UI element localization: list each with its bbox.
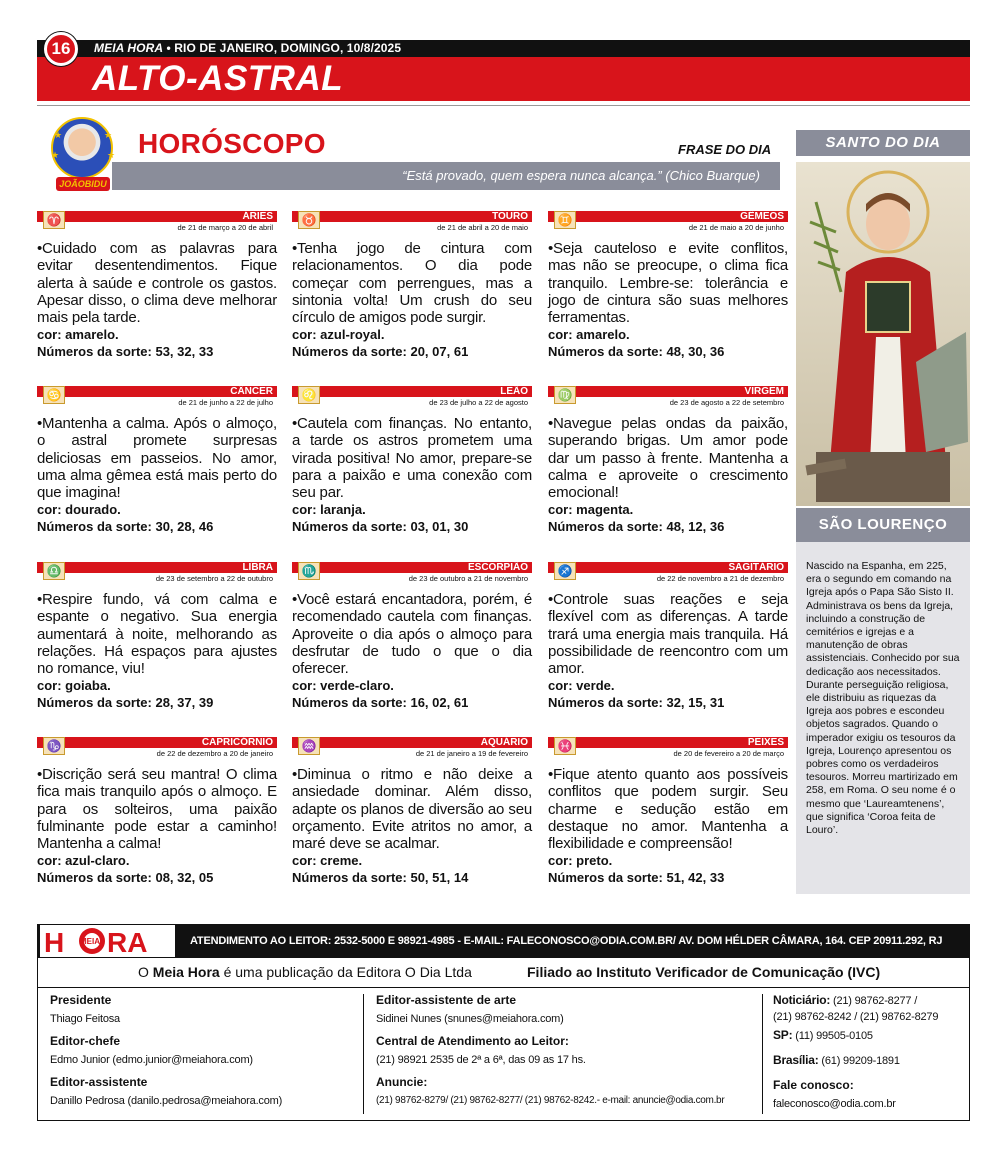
sign-dates: de 23 de agosto a 22 de setembro (669, 398, 784, 407)
sign-dates: de 23 de setembro a 22 de outubro (155, 574, 273, 583)
sign-card-aries (37, 211, 277, 361)
sign-name: AQUÁRIO (480, 737, 528, 748)
sign-forecast: •Fique atento quanto aos possíveis conflitos que podem surgir. Seu charme e sedução estão em destaque no amor. Mantenha a flexibilidade e compreensão! (548, 766, 788, 853)
dateline-brand: MEIA HORA (94, 41, 164, 55)
staff-column-2 (376, 993, 724, 1116)
dateline (94, 41, 401, 55)
sign-header (292, 737, 532, 748)
sign-forecast: •Controle suas reações e seja flexível com as diferenças. A tarde trará uma energia mais tranquila. Há possibilidade de reencontro com um amor. (548, 591, 788, 678)
sign-card-aquarius (292, 737, 532, 887)
dateline-date: • RIO DE JANEIRO, DOMINGO, 10/8/2025 (163, 41, 402, 55)
virgo-icon: ♍ (554, 386, 576, 404)
sign-forecast: •Tenha jogo de cintura com relacionamentos. O dia pode começar com perrengues, mas a sintonia volta! Um crush do seu círculo de amigos pode surgir. (292, 240, 532, 327)
logo-letters-ra: RA (107, 927, 148, 957)
star-icon: ★ (54, 130, 63, 140)
astrologer-photo (51, 117, 116, 179)
sign-color: cor: creme. (292, 853, 363, 869)
logo-letter-h: H (44, 927, 65, 957)
sign-card-leo (292, 386, 532, 536)
brasilia-phone: (61) 99209-1891 (818, 1055, 900, 1067)
sign-dates: de 21 de janeiro a 19 de fevereiro (415, 749, 528, 758)
sign-card-cancer (37, 386, 277, 536)
noticiario-phone: (21) 98762-8277 / (830, 995, 918, 1007)
sign-name: VIRGEM (744, 386, 784, 397)
saint-illustration (796, 162, 970, 506)
sp-phone: (11) 99505-0105 (792, 1030, 873, 1042)
sign-name: ESCORPIÃO (467, 562, 528, 573)
leo-icon: ♌ (298, 386, 320, 404)
sign-dates: de 21 de março a 20 de abril (177, 223, 273, 232)
logo-meia: MEIA (80, 937, 100, 946)
divider (37, 105, 970, 106)
sign-forecast: •Cautela com finanças. No entanto, a tarde os astros prometem uma virada positiva! No amor, prepare-se para a paixão e uma conexão com seu par. (292, 415, 532, 502)
pisces-icon: ♓ (554, 737, 576, 755)
sign-header (548, 386, 788, 397)
sign-name: LIBRA (242, 562, 273, 573)
gemini-icon: ♊ (554, 211, 576, 229)
column-divider (762, 994, 763, 1114)
staff-column-3 (773, 993, 938, 1119)
sign-card-gemini (548, 211, 788, 361)
sign-card-taurus (292, 211, 532, 361)
sign-color: cor: verde-claro. (292, 678, 394, 694)
sign-lucky-numbers: Números da sorte: 16, 02, 61 (292, 695, 469, 711)
staff-label: Editor-assistente (50, 1075, 148, 1089)
fale-conosco-label: Fale conosco: (773, 1078, 854, 1092)
sign-card-sagittarius (548, 562, 788, 712)
sign-color: cor: amarelo. (37, 327, 119, 343)
sign-dates: de 22 de novembro a 21 de dezembro (656, 574, 784, 583)
sign-header (37, 737, 277, 748)
noticiario-label: Noticiário: (773, 993, 831, 1007)
sign-name: CAPRICÓRNIO (201, 737, 273, 748)
sign-header (548, 737, 788, 748)
staff-label: Editor-assistente de arte (376, 993, 517, 1007)
horoscope-title: HORÓSCOPO (138, 128, 326, 159)
sign-dates: de 23 de outubro a 21 de novembro (408, 574, 528, 583)
libra-icon: ♎ (43, 562, 65, 580)
sign-dates: de 23 de julho a 22 de agosto (429, 398, 528, 407)
ivc-affiliation: Filiado ao Instituto Verificador de Comunicação (IVC) (527, 964, 881, 980)
publisher-brand: Meia Hora (152, 964, 220, 980)
staff-value: Danillo Pedrosa (danilo.pedrosa@meiahora.com) (50, 1095, 283, 1107)
sign-name: CÂNCER (230, 386, 273, 397)
sign-card-libra (37, 562, 277, 712)
staff-value: Edmo Junior (edmo.junior@meiahora.com) (50, 1054, 253, 1066)
saint-biography: Nascido na Espanha, em 225, era o segundo em comando na Igreja após o Papa São Sisto II. Administrava os bens da Igreja, incluindo a construção de cemitérios e igrejas e a manutenção de obras assistenciais. Conhecido por sua dedicação aos necessitados. Durante perseguição religiosa, ele distribuiu as riquezas da Igreja aos pobres e escondeu objetos sagrados. Quando o imperador exigiu os tesouros da Igreja, Lourenço apresentou os pobres como os verdadeiros tesouros. Morreu martirizado em 258, em Roma. O seu nome é o mesmo que ‘Laureamtenens’, que significa ‘Coroa feita de Louro’. (806, 560, 960, 837)
section-title: ALTO-ASTRAL (92, 59, 344, 98)
saint-name: SÃO LOURENÇO (796, 508, 970, 542)
star-icon: ★ (104, 130, 113, 140)
aquarius-icon: ♒ (298, 737, 320, 755)
cancer-icon: ♋ (43, 386, 65, 404)
publisher-statement (138, 964, 472, 980)
sign-forecast: •Diminua o ritmo e não deixe a ansiedade dominar. Além disso, adapte os planos de diversão ao seu orçamento. Evite atritos no amor, a maré deve se acalmar. (292, 766, 532, 853)
phrase-label: FRASE DO DIA (678, 142, 772, 157)
sign-color: cor: goiaba. (37, 678, 111, 694)
sign-lucky-numbers: Números da sorte: 30, 28, 46 (37, 519, 214, 535)
sign-card-scorpio (292, 562, 532, 712)
staff-value: Sidinei Nunes (snunes@meiahora.com) (376, 1013, 564, 1025)
sign-name: ÁRIES (242, 211, 273, 222)
taurus-icon: ♉ (298, 211, 320, 229)
sign-color: cor: amarelo. (548, 327, 630, 343)
capricorn-icon: ♑ (43, 737, 65, 755)
sign-header (548, 562, 788, 573)
sign-name: TOURO (492, 211, 528, 222)
sign-dates: de 21 de junho a 22 de julho (178, 398, 273, 407)
sign-color: cor: laranja. (292, 502, 366, 518)
sign-lucky-numbers: Números da sorte: 32, 15, 31 (548, 695, 725, 711)
astrologer-name-tag: JOÃOBIDU (56, 177, 110, 191)
sign-dates: de 21 de maio a 20 de junho (688, 223, 784, 232)
sign-forecast: •Cuidado com as palavras para evitar desentendimentos. Fique alerta à saúde e controle os gastos. Apesar disso, o clima deve melhorar mais pela tarde. (37, 240, 277, 327)
sign-color: cor: magenta. (548, 502, 634, 518)
sign-dates: de 20 de fevereiro a 20 de março (673, 749, 784, 758)
sign-dates: de 22 de dezembro a 20 de janeiro (156, 749, 273, 758)
sign-card-virgo (548, 386, 788, 536)
column-divider (363, 994, 364, 1114)
reader-service-contact: ATENDIMENTO AO LEITOR: 2532-5000 E 98921-4985 - E-MAIL: FALECONOSCO@ODIA.COM.BR/ AV. DOM HÉLDER CÂMARA, 164. CEP 20911.292, RJ (190, 935, 943, 947)
sign-lucky-numbers: Números da sorte: 08, 32, 05 (37, 870, 214, 886)
sign-header (292, 211, 532, 222)
sign-dates: de 21 de abril a 20 de maio (437, 223, 528, 232)
sign-header (292, 386, 532, 397)
sign-lucky-numbers: Números da sorte: 20, 07, 61 (292, 344, 469, 360)
phrase-of-the-day: “Está provado, quem espera nunca alcança.” (Chico Buarque) (402, 168, 760, 183)
staff-label: Presidente (50, 993, 112, 1007)
page-number-badge: 16 (44, 32, 78, 66)
sign-color: cor: preto. (548, 853, 613, 869)
star-icon: ★ (51, 150, 60, 160)
sign-color: cor: dourado. (37, 502, 121, 518)
meia-hora-logo (40, 925, 175, 957)
sign-lucky-numbers: Números da sorte: 53, 32, 33 (37, 344, 214, 360)
sign-forecast: •Navegue pelas ondas da paixão, superando brigas. Um amor pode dar um passo à frente. Mantenha a calma e aproveite o crescimento emocional! (548, 415, 788, 502)
sign-forecast: •Mantenha a calma. Após o almoço, o astral promete surpresas deliciosas em passeios. No amor, uma alma gêmea está mais perto do que imagina! (37, 415, 277, 502)
sign-header (37, 211, 277, 222)
staff-label: Editor-chefe (50, 1034, 121, 1048)
sign-header (37, 386, 277, 397)
staff-label: Anuncie: (376, 1075, 428, 1089)
saint-image (796, 162, 970, 506)
publisher-rest: é uma publicação da Editora O Dia Ltda (219, 964, 472, 980)
noticiario-phones: (21) 98762-8242 / (21) 98762-8279 (773, 1011, 939, 1023)
sagittarius-icon: ♐ (554, 562, 576, 580)
staff-value: (21) 98762-8279/ (21) 98762-8277/ (21) 98762-8242.- e-mail: anuncie@odia.com.br (376, 1095, 725, 1106)
sign-header (292, 562, 532, 573)
sign-forecast: •Você estará encantadora, porém, é recomendado cautela com finanças. Aproveite o dia após o almoço para desfrutar de tudo o que o dia oferecer. (292, 591, 532, 678)
sign-name: GÊMEOS (740, 211, 784, 222)
sign-lucky-numbers: Números da sorte: 51, 42, 33 (548, 870, 725, 886)
sign-forecast: •Discrição será seu mantra! O clima fica mais tranquilo após o almoço. E para os solteiros, uma paixão fulminante pode estar a caminho! Mantenha a calma! (37, 766, 277, 853)
sign-header (548, 211, 788, 222)
scorpio-icon: ♏ (298, 562, 320, 580)
sign-lucky-numbers: Números da sorte: 50, 51, 14 (292, 870, 469, 886)
staff-column-1 (50, 993, 282, 1116)
sign-lucky-numbers: Números da sorte: 48, 30, 36 (548, 344, 725, 360)
sp-label: SP: (773, 1028, 793, 1042)
sign-name: PEIXES (747, 737, 784, 748)
staff-value: (21) 98921 2535 de 2ª a 6ª, das 09 as 17 hs. (376, 1054, 586, 1066)
fale-conosco-email: faleconosco@odia.com.br (773, 1098, 896, 1110)
staff-label: Central de Atendimento ao Leitor: (376, 1034, 569, 1048)
sign-header (37, 562, 277, 573)
sign-card-capricorn (37, 737, 277, 887)
saint-section-title: SANTO DO DIA (796, 130, 970, 156)
sign-name: LEÃO (500, 386, 528, 397)
sign-card-pisces (548, 737, 788, 887)
sign-color: cor: azul-claro. (37, 853, 130, 869)
brasilia-label: Brasília: (773, 1053, 819, 1067)
sign-color: cor: verde. (548, 678, 615, 694)
staff-value: Thiago Feitosa (50, 1013, 120, 1025)
sign-color: cor: azul-royal. (292, 327, 385, 343)
sign-lucky-numbers: Números da sorte: 48, 12, 36 (548, 519, 725, 535)
sign-lucky-numbers: Números da sorte: 28, 37, 39 (37, 695, 214, 711)
sign-name: SAGITÁRIO (728, 562, 784, 573)
sign-forecast: •Seja cauteloso e evite conflitos, mas não se preocupe, o clima fica tranquilo. Lembre-se: tolerância e jogo de cintura são suas melhores ferramentas. (548, 240, 788, 327)
publisher-o: O (138, 964, 153, 980)
star-icon: ★ (107, 150, 116, 160)
sign-forecast: •Respire fundo, vá com calma e espante o negativo. Sua energia aumentará à noite, melhorando as relações. Há espaços para ajustes no romance, viu! (37, 591, 277, 678)
aries-icon: ♈ (43, 211, 65, 229)
sign-lucky-numbers: Números da sorte: 03, 01, 30 (292, 519, 469, 535)
